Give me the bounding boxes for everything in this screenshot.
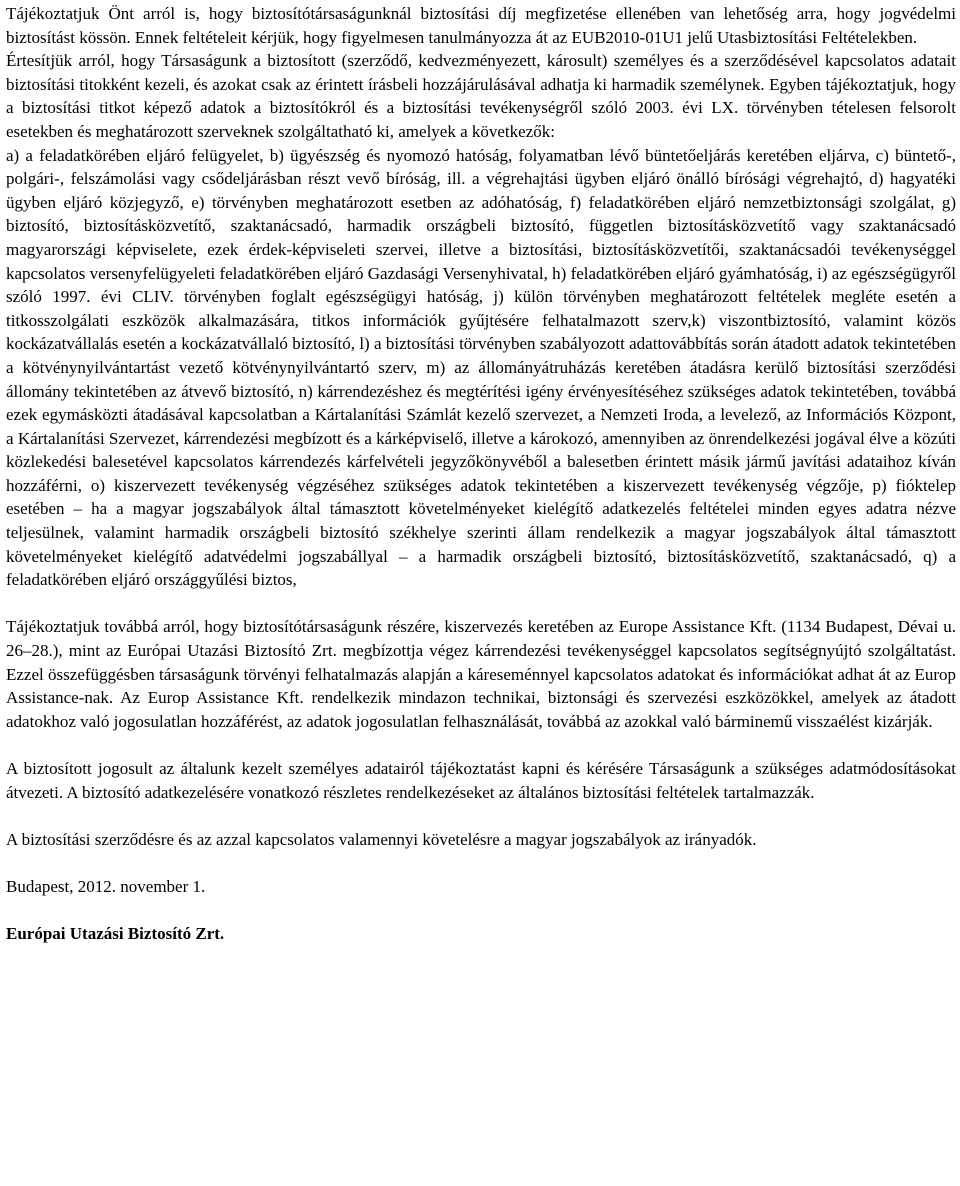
signature-company-name: Európai Utazási Biztosító Zrt. xyxy=(6,924,225,944)
paragraph-insurance-secrecy: Értesítjük arról, hogy Társaságunk a biztosított (szerződő, kedvezményezett, károsult) személyes és a szerződésével kapcsolatos adatait biztosítási titokként kezeli, és azokat csak az érintett írásbeli hozzájárulásával adhatja ki harmadik személynek. Egyben tájékoztatjuk, hogy a biztosítási titkot képező adatok a biztosítókról és a biztosítási tevékenységről szóló 2003. évi LX. törvényben tételesen felsorolt esetekben és meghatározott szerveknek szolgáltatható ki, amelyek a következők: xyxy=(6,51,956,141)
paragraph-europ-assistance: Tájékoztatjuk továbbá arról, hogy biztosítótársaságunk részére, kiszervezés keretében az Europe Assistance Kft. (1134 Budapest, Dévai u. 26–28.), mint az Európai Utazási Biztosító Zrt. megbízottja végez kárrendezési tevékenységgel kapcsolatos segítségnyújtó szolgáltatást. Ezzel összefüggésben társaságunk törvényi felhatalmazás alapján a káreseménnyel kapcsolatos adatokat és információkat adhat át az Europ Assistance-nak. Az Europ Assistance Kft. rendelkezik mindazon technikai, biztonsági és szervezési eszközökkel, amelyek az átadott adatokhoz való jogosulatlan hozzáférést, az adatok jogosulatlan felhasználását, továbbá az azokkal való bárminemű visszaélést kizárják. xyxy=(6,617,956,731)
paragraph-data-rights: A biztosított jogosult az általunk kezelt személyes adatairól tájékoztatást kapni és kérésére Társaságunk a szükséges adatmódosításokat átvezeti. A biztosító adatkezelésére vonatkozó részletes rendelkezéseket az általános biztosítási feltételek tartalmazzák. xyxy=(6,759,956,802)
document-page xyxy=(6,2,956,946)
paragraph-legal-protection-notice: Tájékoztatjuk Önt arról is, hogy biztosítótársaságunknál biztosítási díj megfizetése ellenében van lehetőség arra, hogy jogvédelmi biztosítást kössön. Ennek feltételeit kérjük, hogy figyelmesen tanulmányozza át az EUB2010-01U1 jelű Utasbiztosítási Feltételekben. xyxy=(6,4,956,47)
place-and-date: Budapest, 2012. november 1. xyxy=(6,876,206,896)
paragraph-governing-law: A biztosítási szerződésre és az azzal kapcsolatos valamennyi követelésre a magyar jogszabályok az irányadók. xyxy=(6,829,757,849)
paragraph-authorized-recipients-list: a) a feladatkörében eljáró felügyelet, b) ügyészség és nyomozó hatóság, folyamatban lévő büntetőeljárás keretében eljárva, c) büntető-, polgári-, felszámolási vagy csődeljárásban részt vevő bíróság, ill. a végrehajtási ügyben eljáró önálló bírósági végrehajtó, d) hagyatéki ügyben eljáró közjegyző, e) törvényben meghatározott esetben az adóhatóság, f) feladatkörében eljáró nemzetbiztonsági szolgálat, g) biztosító, biztosításközvetítő, szaktanácsadó, harmadik országbeli biztosító, független biztosításközvetítő vagy szaktanácsadó magyarországi képviselete, ezek érdek-képviseleti szervei, illetve a biztosítási, biztosításközvetítői, szaktanácsadói tevékenységgel kapcsolatos versenyfelügyeleti feladatkörében eljáró Gazdasági Versenyhivatal, h) feladatkörében eljáró gyámhatóság, i) az egészségügyről szóló 1997. évi CLIV. törvényben foglalt egészségügyi hatóság, j) külön törvényben meghatározott feltételek megléte esetén a titkosszolgálati eszközök alkalmazására, titkos információk gyűjtésére felhatalmazott szerv,k) viszontbiztosító, valamint közös kockázatvállalás esetén a kockázatvállaló biztosító, l) a biztosítási törvényben szabályozott adattovábbítás során átadott adatok tekintetében a kötvénynyilvántartást vezető kötvénynyilvántartó szerv, m) az állományátruházás keretében átadásra kerülő biztosítási szerződési állomány tekintetében az átvevő biztosító, n) kárrendezéshez és megtérítési igény érvényesítéséhez szükséges adatok tekintetében, továbbá ezek egymásközti átadásával kapcsolatban a Kártalanítási Számlát kezelő szervezet, a Nemzeti Iroda, a levelező, az Információs Központ, a Kártalanítási Szervezet, kárrendezési megbízott és a kárképviselő, illetve a károkozó, amennyiben az önrendelkezési jogával élve a közúti közlekedési balesetével kapcsolatos kárrendezés kárfelvételi jegyzőkönyvéből a balesetben érintett másik jármű javítási adataihoz kíván hozzáférni, o) kiszervezett tevékenység végzéséhez szükséges adatok tekintetében a kiszervezett tevékenység végzője, p) fióktelep esetében – ha a magyar jogszabályok által támasztott követelményeket kielégítő adatkezelés feltételei minden egyes adatra nézve teljesülnek, valamint harmadik országbeli biztosító székhelye szerinti állam rendelkezik a magyar jogszabályok által támasztott követelményeket kielégítő adatvédelmi jogszabállyal – a harmadik országbeli biztosító, biztosításközvetítő, szaktanácsadó, q) a feladatkörében eljáró országgyűlési biztos, xyxy=(6,145,956,590)
